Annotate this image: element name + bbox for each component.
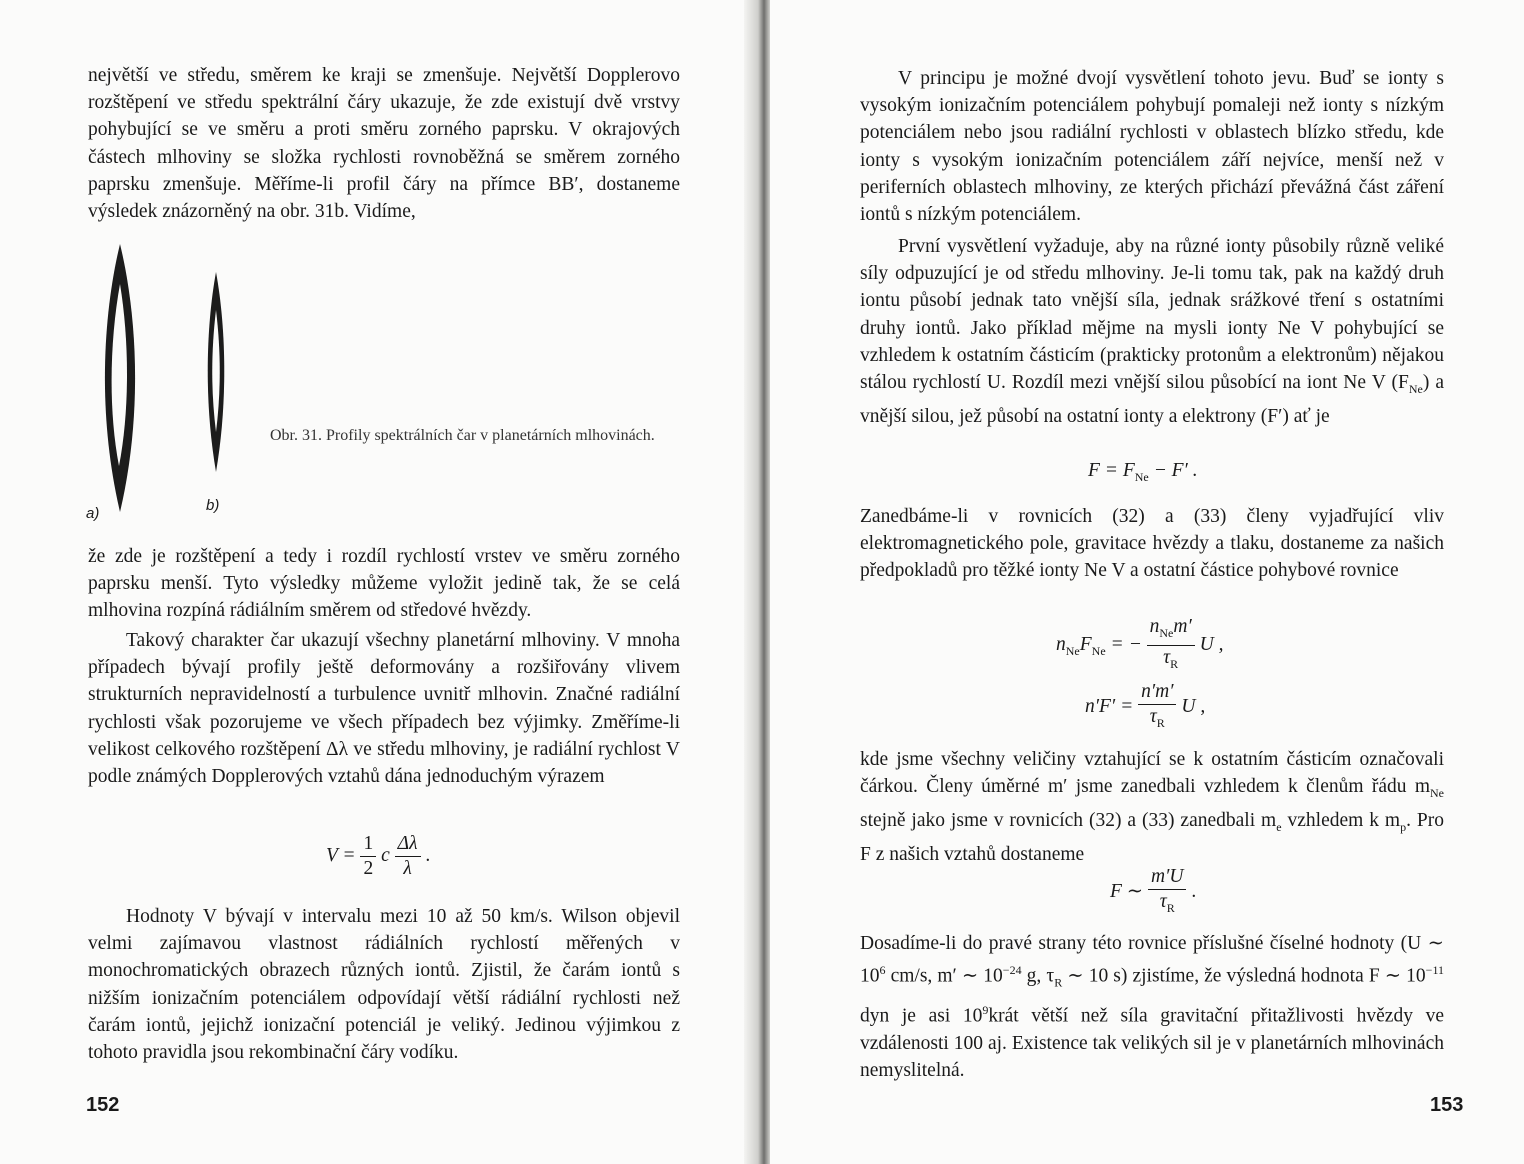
page-number-left: 152	[86, 1094, 120, 1116]
equation-radial-velocity: V = $\frac{1}{2}$ c $\frac{\Delta\lambda}{\lambda}$ .	[326, 833, 431, 879]
eq-v-lhs: V =	[326, 844, 356, 866]
eq-v-c: c	[381, 844, 390, 866]
right-paragraph-5	[860, 930, 1444, 1084]
left-para-1-text: největší ve středu, směrem ke kraji se zmenšuje. Největší Dopplerovo rozštěpení ve středu spektrální čáry ukazuje, že zde existují dvě vrstvy pohybující se ve směru a proti směru zorného paprsku. V okrajových částech mlhoviny se složka rychlosti rovnoběžná se směrem zorného paprsku zmenšuje. Měříme-li profil čáry na přímce BB′, dostaneme výsledek znázorněný na obr. 31b. Vidíme,	[88, 65, 680, 223]
eq-3-fraction: $\frac{m'U}{\tau_R}$	[1148, 865, 1186, 920]
left-paragraph-1	[88, 62, 680, 225]
page-number-right: 153	[1430, 1094, 1464, 1116]
right-paragraph-4	[860, 746, 1444, 869]
figure-label-a: a)	[86, 505, 100, 522]
eq-2-fraction: $\frac{n'm'}{\tau_R}$	[1138, 680, 1176, 735]
left-para-4-text: Hodnoty V bývají v intervalu mezi 10 až 50 km/s. Wilson objevil velmi zajímavou vlastnost rádiálních rychlostí měřených v monochromatických obrazech různých iontů. Zjistil, že čarám iontů s nižším ionizačním potenciálem odpovídají větší rádiální rychlosti než čarám iontů, jejichž ionizační potenciál je veliký. Jedinou výjimkou z tohoto pravidla jsou rekombinační čáry vodíku.	[88, 906, 680, 1064]
left-paragraph-4	[88, 903, 680, 1066]
left-para-2-text: že zde je rozštěpení a tedy i rozdíl rychlostí vrstev ve směru zorného paprsku menší. Tyto výsledky můžeme vyložit jedině tak, že se celá mlhovina rozpíná rádiálním směrem od středové hvězdy.	[88, 546, 680, 622]
eq-v-fraction-lambda: $\frac{\Delta\lambda}{\lambda}$	[395, 832, 421, 881]
right-para-3-text: Zanedbáme-li v rovnicích (32) a (33) členy vyjadřující vliv elektromagnetického pole, gravitace hvězdy a tlaku, dostaneme za našich předpokladů pro těžké ionty Ne V a ostatní částice pohybové rovnice	[860, 506, 1444, 582]
right-paragraph-1	[860, 65, 1444, 228]
left-para-3-text: Takový charakter čar ukazují všechny planetární mlhoviny. V mnoha případech bývají profily ještě deformovány a rozšiřovány vlivem strukturních nepravidelností a turbulence uvnitř mlhovin. Značné radiální rychlosti však pozorujeme ve všech případech bez výjimky. Změříme-li velikost celkového rozštěpení Δλ ve středu mlhoviny, je radiální rychlost V podle známých Dopplerových vztahů dána jednoduchým výrazem	[88, 630, 680, 788]
equation-force-estimate: F ∼ $\frac{m'U}{\tau_R}$ .	[1110, 865, 1196, 920]
equation-motion-ne: $n_{Ne}F_{Ne}$ = − $\frac{n_{Ne}m'}{\tau_R}$ U ,	[1056, 615, 1223, 676]
right-paragraph-2	[860, 233, 1444, 430]
equation-motion-others: n′F′ = $\frac{n'm'}{\tau_R}$ U ,	[1085, 680, 1205, 735]
left-paragraph-2	[88, 543, 680, 625]
equation-force-difference: $F = F_{Ne} - F'$ .	[1088, 460, 1198, 484]
eq-v-fraction-half: $\frac{1}{2}$	[360, 832, 376, 881]
left-paragraph-3	[88, 627, 680, 790]
eq-1-fraction: $\frac{n_{Ne}m'}{\tau_R}$	[1147, 615, 1195, 676]
right-para-1-text: V principu je možné dvojí vysvětlení tohoto jevu. Buď se ionty s vysokým ionizačním potenciálem pohybují pomaleji než ionty s nízkým potenciálem nebo jsou radiální rychlosti v oblastech blízko středu, kde ionty s vysokým ionizačním potenciálem září nejvíce, menší než v periferních oblastech mlhoviny, ze kterých přichází převážná část záření iontů s nízkým potenciálem.	[860, 68, 1444, 226]
figure-caption: Obr. 31. Profily spektrálních čar v planetárních mlhovinách.	[270, 427, 655, 444]
page-152	[0, 0, 760, 1164]
figure-label-b: b)	[206, 497, 220, 514]
spectral-line-profile-b	[202, 272, 230, 472]
right-paragraph-3	[860, 503, 1444, 585]
right-para-4-text: kde jsme všechny veličiny vztahující se k ostatním částicím označovali čárkou. Členy úměrné m′ jsme zanedbali vzhledem k členům řádu $m_{Ne}$ stejně jako jsme v rovnicích (32) a (33) zanedbali $m_e$ vzhledem k $m_p$. Pro F z našich vztahů dostaneme	[860, 749, 1445, 866]
page-153	[770, 0, 1524, 1164]
right-para-2-text: První vysvětlení vyžaduje, aby na různé ionty působily různě veliké síly odpuzující je od středu mlhoviny. Je-li tomu tak, pak na každý druh iontu působí jednak tato vnější síla, jednak srážkové tření s ostatními druhy iontů. Jako příklad mějme na mysli ionty Ne V pohybující se vzhledem k ostatním částicím (prakticky protonům a elektronům) nějakou stálou rychlostí U. Rozdíl mezi vnější silou působící na iont Ne V $(F_{Ne})$ a vnější silou, jež působí na ostatní ionty a elektrony (F′) ať je	[860, 236, 1444, 428]
spectral-line-profile-a	[95, 244, 145, 514]
right-para-5-text: Dosadíme-li do pravé strany této rovnice příslušné číselné hodnoty (U ∼ $10^6$ cm/s, m′ ∼ $10^{-24}$ g, $\tau_R$ ∼ 10 s) zjistíme, že výsledná hodnota F ∼ $10^{-11}$ dyn je asi $10^9krát$ větší než síla gravitační přitažlivosti hvězdy ve vzdálenosti 100 aj. Existence tak velikých sil je v planetárních mlhovinách nemyslitelná.	[860, 933, 1444, 1081]
